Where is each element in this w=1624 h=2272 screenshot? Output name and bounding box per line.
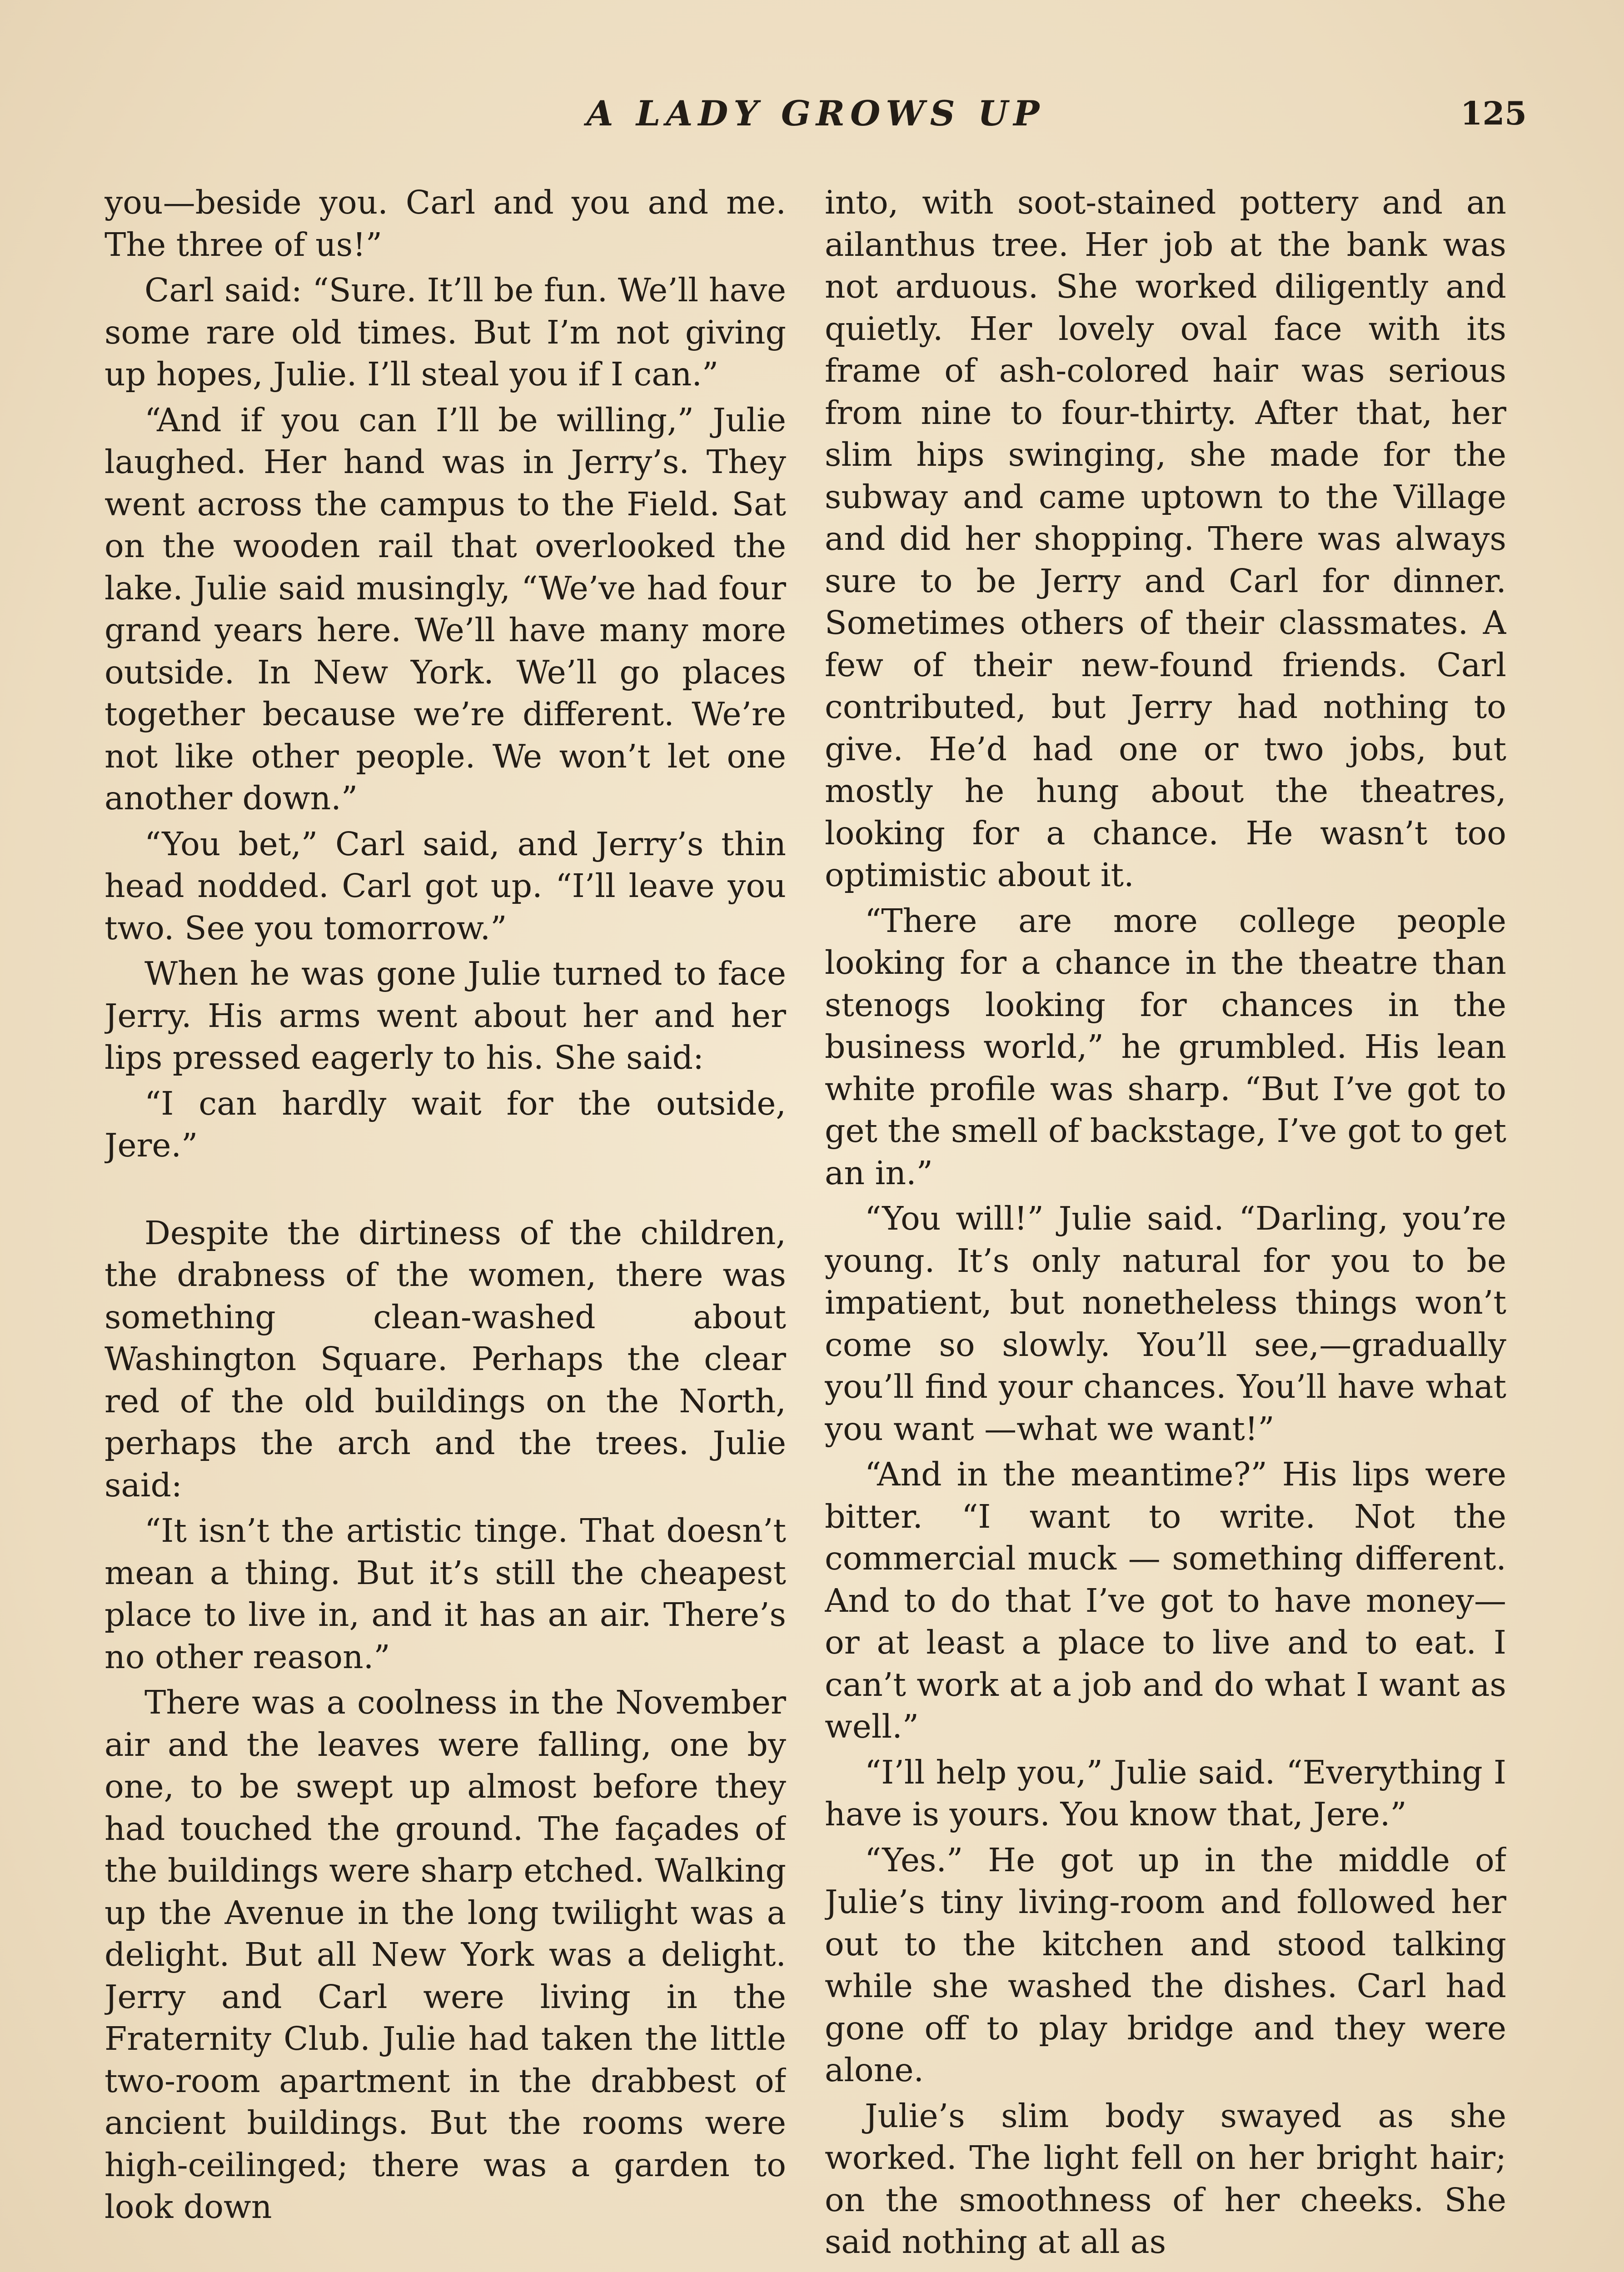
paragraph: Despite the dirtiness of the children, the drabness of the women, there was something clean-washed about Washington Square. Perhaps the clear red of the old buildings on the North, perhaps the arch and the trees. Julie said: [105,1214,786,1504]
paragraph: “I can hardly wait for the outside, Jere.” [105,1084,786,1164]
paragraph: “You bet,” Carl said, and Jerry’s thin head nodded. Carl got up. “I’ll leave you two. See you tomorrow.” [105,825,786,947]
paragraph: “Yes.” He got up in the middle of Julie’s tiny living-room and followed her out to the kitchen and stood talking while she washed the dishes. Carl had gone off to play bridge and they were alone. [825,1841,1506,2089]
paragraph: “You will!” Julie said. “Darling, you’re young. It’s only natural for you to be impatient, but nonetheless things won’t come so slowly. You’ll see,—gradually you’ll find your chances. You’ll have what you want —what we want!” [825,1200,1506,1448]
paragraph: Carl said: “Sure. It’ll be fun. We’ll have some rare old times. But I’m not giving up hopes, Julie. I’ll steal you if I can.” [105,271,786,393]
paragraph: “I’ll help you,” Julie said. “Everything I have is yours. You know that, Jere.” [825,1753,1506,1833]
paragraph: “It isn’t the artistic tinge. That doesn’t mean a thing. But it’s still the cheapest place to live in, and it has an air. There’s no other reason.” [105,1512,786,1676]
paragraph: There was a coolness in the November air and the leaves were falling, one by one, to be swept up almost before they had touched the ground. The façades of the buildings were sharp etched. Walking up the Avenue in the long twilight was a delight. But all New York was a delight. Jerry and Carl were living in the Fraternity Club. Julie had taken the little two-room apartment in the drabbest of ancient buildings. But the rooms were high-ceilinged; there was a garden to look down [105,1684,786,2226]
right-column [825,182,1506,2272]
paragraph: Julie’s slim body swayed as she worked. The light fell on her bright hair; on the smoothness of her cheeks. She said nothing at all as [825,2097,1506,2261]
page-header [105,91,1527,141]
paragraph: When he was gone Julie turned to face Jerry. His arms went about her and her lips pressed eagerly to his. She said: [105,955,786,1076]
paragraph: “And if you can I’ll be willing,” Julie laughed. Her hand was in Jerry’s. They went across the campus to the Field. Sat on the wooden rail that overlooked the lake. Julie said musingly, “We’ve had four grand years here. We’ll have many more outside. In New York. We’ll go places together because we’re different. We’re not like other people. We won’t let one another down.” [105,401,786,817]
paragraph: “There are more college people looking for a chance in the theatre than stenogs looking for chances in the business world,” he grumbled. His lean white profile was sharp. “But I’ve got to get the smell of backstage, I’ve got to get an in.” [825,902,1506,1192]
paragraph: “And in the meantime?” His lips were bitter. “I want to write. Not the commercial muck — something different. And to do that I’ve got to have money—or at least a place to live and to eat. I can’t work at a job and do what I want as well.” [825,1455,1506,1745]
paragraph: you—beside you. Carl and you and me. The three of us!” [105,184,786,264]
running-title: A LADY GROWS UP [586,93,1045,134]
paragraph: into, with soot-stained pottery and an ailanthus tree. Her job at the bank was not arduous. She worked diligently and quietly. Her lovely oval face with its frame of ash-colored hair was serious from nine to four-thirty. After that, her slim hips swinging, she made for the subway and came uptown to the Village and did her shopping. There was always sure to be Jerry and Carl for dinner. Sometimes others of their classmates. A few of their new-found friends. Carl contributed, but Jerry had nothing to give. He’d had one or two jobs, but mostly he hung about the theatres, looking for a chance. He wasn’t too optimistic about it. [825,184,1506,894]
page-number: 125 [1460,95,1527,132]
left-column [105,182,786,2272]
